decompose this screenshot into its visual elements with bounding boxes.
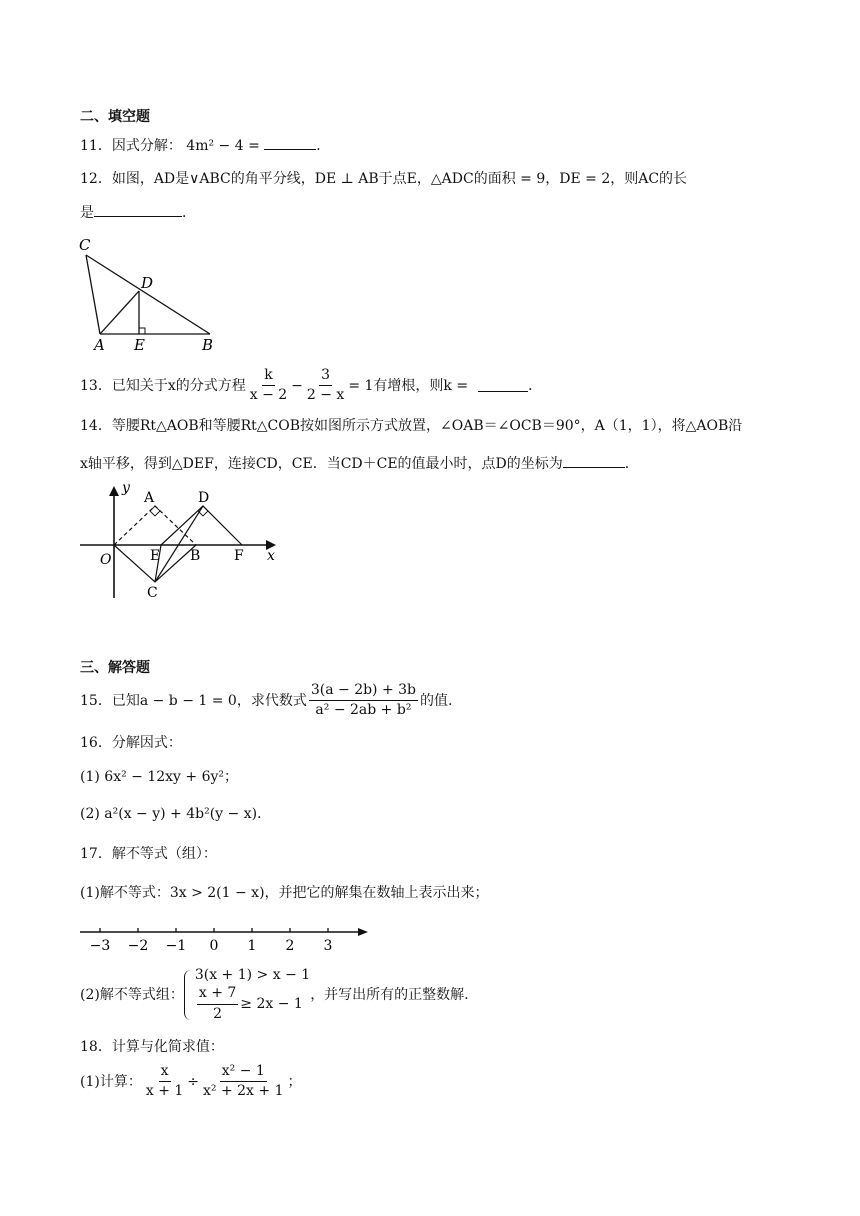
q12-line2-text: 是 [80, 205, 94, 221]
inequality-system [184, 968, 310, 1022]
y-axis-arrow [109, 486, 119, 496]
question-17-part2 [80, 964, 469, 1026]
label-o: O [100, 552, 112, 568]
question-13 [80, 368, 542, 404]
q15-denominator: a² − 2ab + b² [315, 702, 412, 719]
system-row-1: 3(x + 1) > x − 1 [194, 967, 311, 984]
question-12-line2 [80, 204, 196, 220]
q13-fraction-2 [305, 368, 346, 404]
q18-p1-pre: (1)计算： [80, 1073, 142, 1090]
system-row-2 [195, 986, 310, 1022]
q15-pre: 15．已知a − b − 1 = 0，求代数式 [80, 692, 307, 709]
q13-minus: − [291, 377, 303, 394]
system-row-2-denominator: 2 [213, 1005, 223, 1022]
q18-divide: ÷ [187, 1073, 200, 1090]
q11-text: 11．因式分解： [80, 138, 182, 154]
q14-line2-text: x轴平移，得到△DEF，连接CD，CE．当CD＋CE的值最小时，点D的坐标为 [80, 456, 563, 472]
label-c: C [147, 585, 158, 601]
question-12-line1: 12．如图，AD是∨ABC的角平分线，DE ⊥ AB于点E，△ADC的面积 = 9，DE = 2，则AC的长 [80, 171, 688, 187]
q18-f1-numerator: x [159, 1064, 171, 1082]
number-line-label: −2 [127, 938, 149, 954]
q17-p2-pre: (2)解不等式组： [80, 987, 184, 1003]
label-y: y [122, 480, 130, 496]
q13-post: = 1有增根，则k = [348, 377, 469, 394]
q15-fraction [309, 683, 418, 719]
segment-ad [100, 291, 139, 334]
q13-fraction-1 [248, 368, 289, 404]
q12-answer-blank [94, 204, 182, 217]
segment-ca [86, 255, 100, 334]
q13-answer-blank [478, 379, 528, 392]
number-line-label: 1 [247, 938, 257, 954]
question-16-part1: (1) 6x² − 12xy + 6y²； [80, 769, 239, 785]
q15-numerator: 3(a − 2b) + 3b [309, 683, 418, 701]
q13-frac1-numerator: k [262, 368, 274, 386]
right-angle-mark-a [150, 506, 160, 516]
right-angle-mark [139, 328, 145, 334]
q13-frac1-denominator: x − 2 [249, 387, 288, 404]
question-16-title: 16．分解因式： [80, 735, 182, 751]
question-18-title: 18．计算与化简求值： [80, 1039, 224, 1055]
q18-fraction-2 [201, 1064, 285, 1100]
q14-answer-blank [563, 455, 625, 468]
segment-cb [86, 255, 210, 334]
label-c: C [79, 236, 91, 254]
q11-end: ． [316, 138, 331, 154]
number-line-label: −1 [165, 938, 187, 954]
q11-answer-blank [264, 137, 316, 150]
number-line [80, 922, 380, 956]
question-17-title: 17．解不等式（组）： [80, 846, 217, 862]
label-a: A [144, 490, 155, 506]
question-11 [80, 137, 330, 153]
triangle-aob-dashed [114, 506, 196, 545]
question-16-part2: (2) a²(x − y) + 4b²(y − x)． [80, 806, 272, 822]
q15-post: 的值. [420, 692, 453, 709]
number-line-label: 2 [285, 938, 295, 954]
question-18-part1 [80, 1064, 302, 1100]
section-heading-fill-in: 二、填空题 [80, 109, 150, 125]
q13-end: ． [528, 377, 543, 394]
q14-end: ． [624, 456, 639, 472]
number-line-label: 3 [323, 938, 333, 954]
q18-f2-numerator: x² − 1 [220, 1064, 267, 1082]
question-14-line1: 14．等腰Rt△AOB和等腰Rt△COB按如图所示方式放置，∠OAB＝∠OCB＝90°，A（1，1），将△AOB沿 [80, 418, 743, 434]
q18-f1-denominator: x + 1 [145, 1083, 184, 1100]
q12-end: ． [182, 205, 196, 221]
label-a: A [94, 336, 105, 354]
q13-frac2-numerator: 3 [319, 368, 332, 386]
system-row-2-numerator: x + 7 [197, 986, 238, 1004]
label-d: D [141, 274, 154, 292]
section-heading-solutions: 三、解答题 [80, 660, 150, 676]
q18-fraction-1 [144, 1064, 185, 1100]
q18-f2-denominator: x² + 2x + 1 [203, 1083, 284, 1100]
system-brace [184, 970, 191, 1020]
question-17-part1: (1)解不等式：3x > 2(1 − x)，并把它的解集在数轴上表示出来； [80, 885, 489, 901]
system-row-2-fraction [197, 986, 238, 1022]
triangle-abc-figure [78, 236, 228, 354]
coordinate-figure [80, 480, 280, 605]
label-f: F [234, 548, 244, 564]
triangle-def [161, 506, 242, 545]
system-row-2-rest: ≥ 2x − 1 [240, 996, 303, 1012]
number-line-label: −3 [89, 938, 111, 954]
label-e: E [134, 336, 145, 354]
label-e: E [150, 548, 161, 564]
number-line-arrow [358, 928, 368, 936]
question-15 [80, 683, 452, 719]
q17-p2-post: ，并写出所有的正整数解. [310, 987, 469, 1003]
number-line-label: 0 [209, 938, 219, 954]
label-b: B [190, 548, 201, 564]
label-d: D [198, 490, 210, 506]
question-14-line2 [80, 455, 639, 471]
q11-expr: 4m² − 4 = [186, 138, 260, 154]
q13-frac2-denominator: 2 − x [306, 387, 345, 404]
label-b: B [202, 336, 214, 354]
label-x: x [267, 548, 275, 564]
q18-end: ； [287, 1073, 302, 1090]
q13-pre: 13．已知关于x的分式方程 [80, 377, 246, 394]
